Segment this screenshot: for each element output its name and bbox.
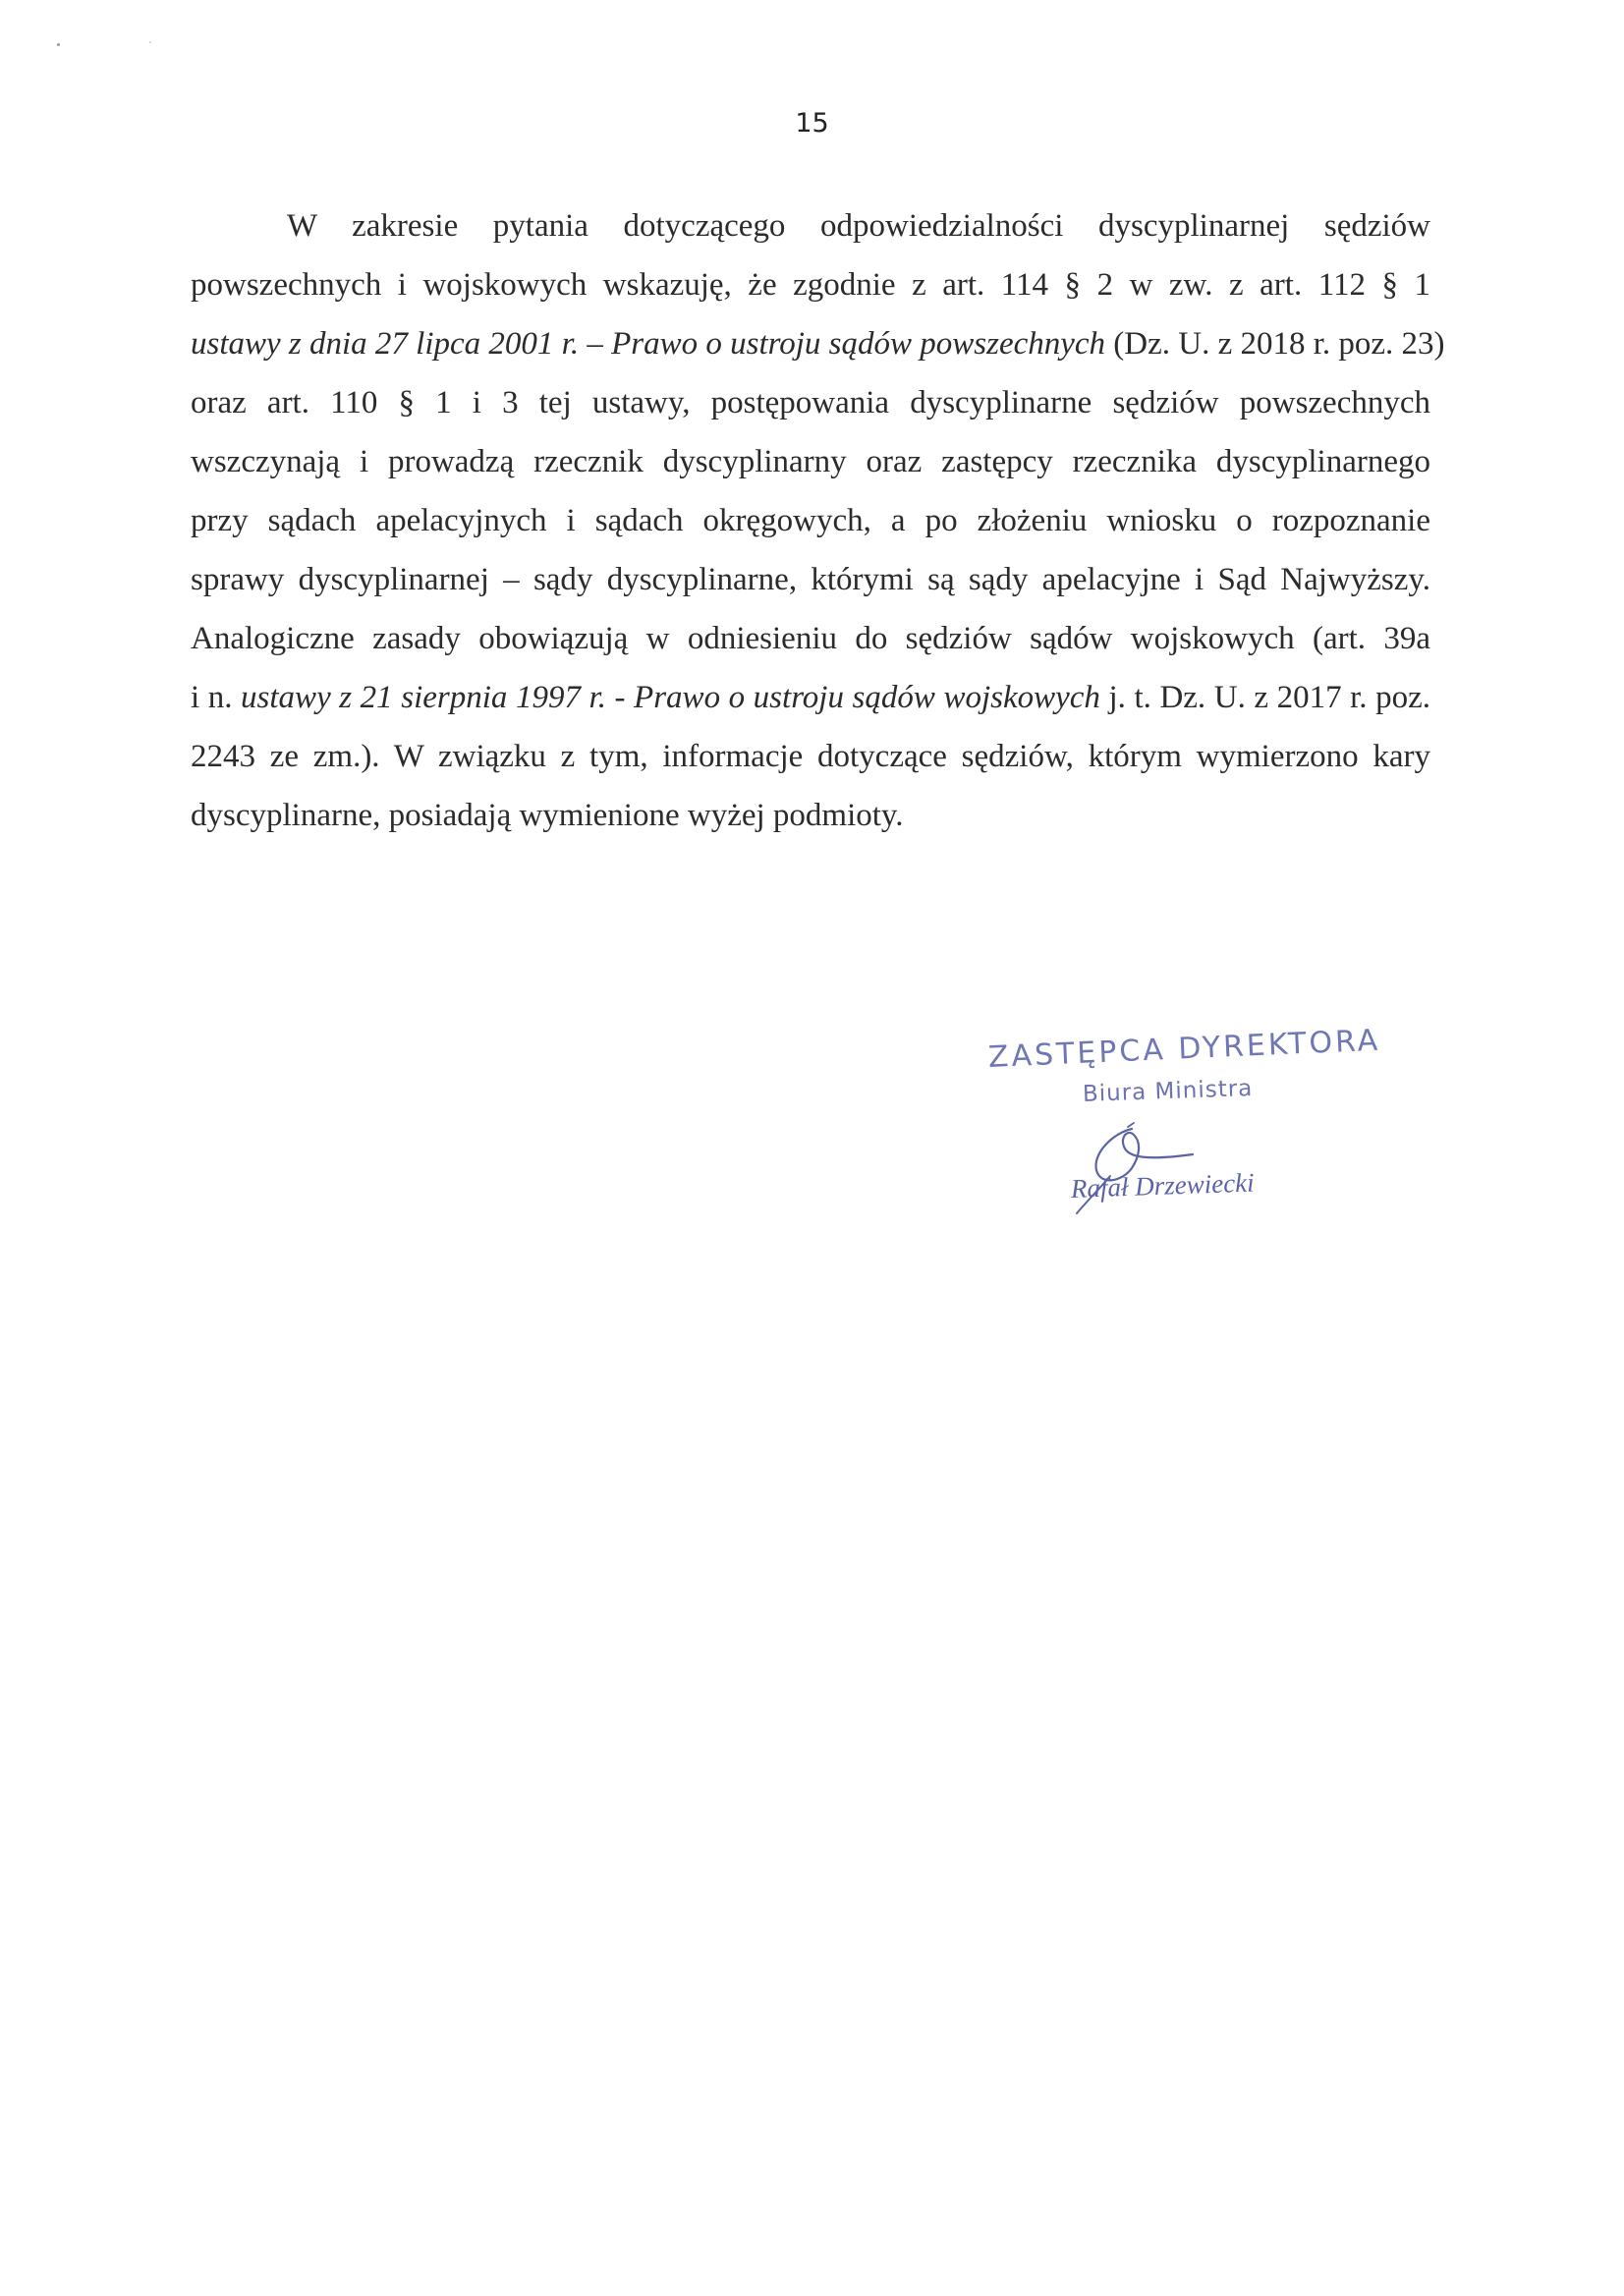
body-paragraph (191, 196, 1445, 845)
official-stamp (982, 1023, 1395, 1253)
scan-speck (149, 41, 151, 43)
paragraph-line: przy sądach apelacyjnych i sądach okręgowych, a po złożeniu wniosku o rozpoznanie (191, 503, 1430, 538)
law-citation: ustawy z dnia 27 lipca 2001 r. – Prawo o ustroju sądów powszechnych (191, 326, 1106, 362)
paragraph-line: wszczynają i prowadzą rzecznik dyscyplinarny oraz zastępcy rzecznika dyscyplinarnego (191, 444, 1430, 479)
citation-source: (Dz. U. z 2018 r. poz. 23) (1105, 326, 1445, 362)
line-start: i n. (191, 680, 242, 715)
paragraph-line: dyscyplinarne, posiadają wymienione wyżej podmioty. (191, 798, 904, 833)
stamp-title: ZASTĘPCA DYREKTORA (987, 1023, 1381, 1075)
paragraph-line: oraz art. 110 § 1 i 3 tej ustawy, postępowania dyscyplinarne sędziów powszechnych (191, 385, 1430, 420)
stamp-office: Biura Ministra (1082, 1075, 1254, 1107)
paragraph-line (191, 668, 1430, 727)
paragraph-line (191, 314, 1445, 373)
paragraph-line: powszechnych i wojskowych wskazuję, że zgodnie z art. 114 § 2 w zw. z art. 112 § 1 (191, 267, 1430, 303)
page-number: 15 (795, 108, 829, 139)
law-citation: ustawy z 21 sierpnia 1997 r. - Prawo o ustroju sądów wojskowych (241, 680, 1100, 715)
paragraph-line: W zakresie pytania dotyczącego odpowiedzialności dyscyplinarnej sędziów (287, 208, 1430, 244)
stamp-name: Rafał Drzewiecki (1070, 1167, 1256, 1204)
scan-speck (57, 43, 60, 46)
citation-source: j. t. Dz. U. z 2017 r. poz. (1099, 680, 1431, 715)
paragraph-line: sprawy dyscyplinarnej – sądy dyscyplinarne, którymi są sądy apelacyjne i Sąd Najwyższy. (191, 562, 1430, 597)
paragraph-line: 2243 ze zm.). W związku z tym, informacje dotyczące sędziów, którym wymierzono kary (191, 739, 1430, 774)
paragraph-line: Analogiczne zasady obowiązują w odniesieniu do sędziów sądów wojskowych (art. 39a (191, 621, 1430, 656)
